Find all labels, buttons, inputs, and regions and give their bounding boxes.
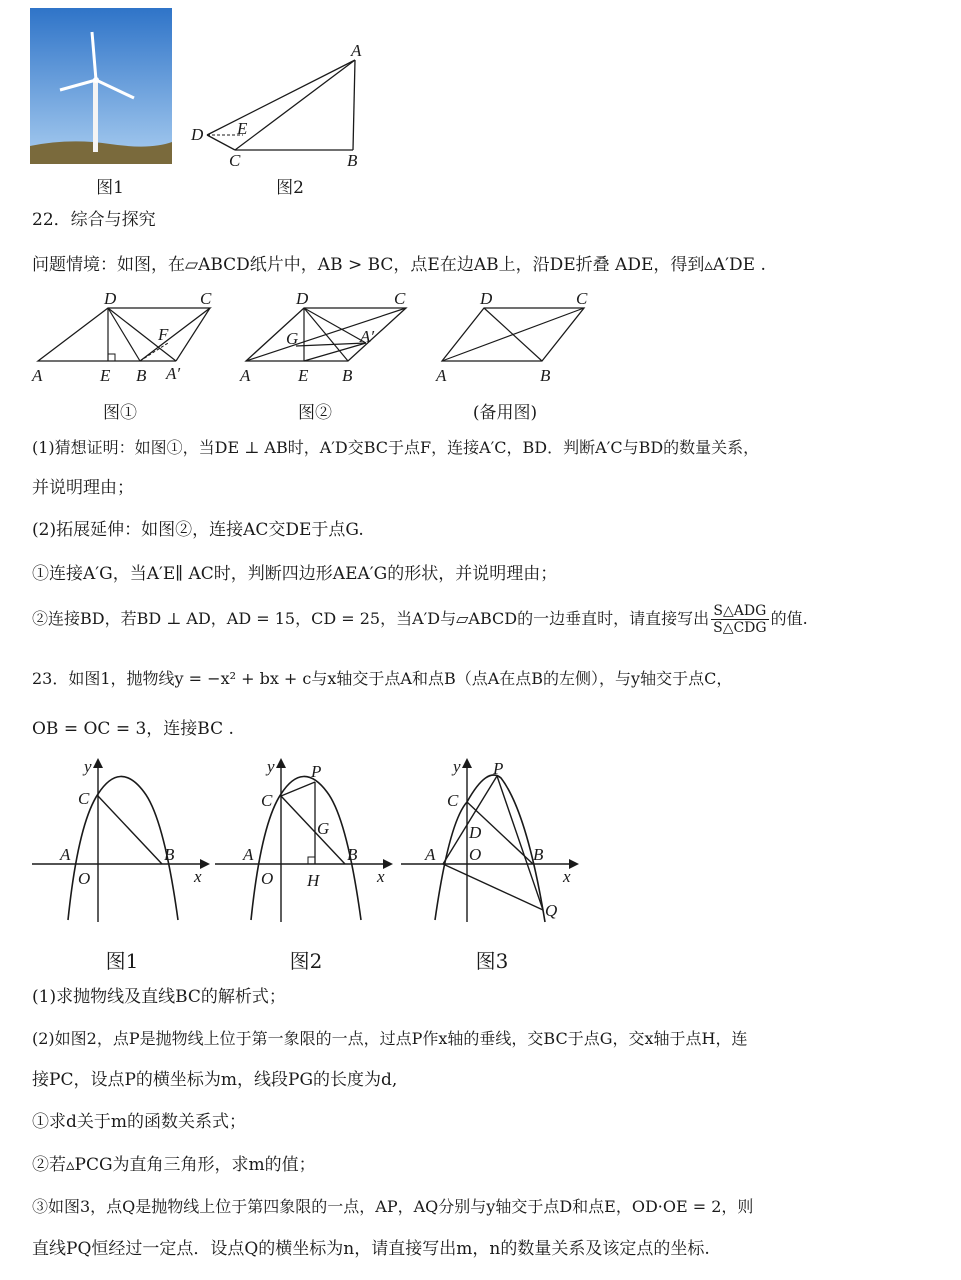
- svg-text:C: C: [200, 289, 212, 308]
- fig1-caption: 图1: [96, 178, 124, 198]
- q22-part2: (2)拓展延伸：如图②，连接AC交DE于点G.: [32, 520, 364, 540]
- q23-part2-2: ②若▵PCG为直角三角形，求m的值；: [32, 1155, 316, 1175]
- svg-text:A: A: [243, 845, 254, 864]
- q22-situation: 问题情境：如图，在▱ABCD纸片中，AB > BC，点E在边AB上，沿DE折叠 ADE，得到▵A′DE .: [32, 255, 766, 275]
- svg-text:D: D: [104, 289, 117, 308]
- q23-fig2-caption: 图2: [289, 949, 323, 973]
- svg-text:A′: A′: [360, 327, 375, 346]
- svg-text:B: B: [533, 845, 544, 864]
- area-ratio-fraction: [711, 603, 768, 636]
- svg-text:C: C: [394, 289, 406, 308]
- q22-fig1-caption: 图①: [103, 403, 137, 423]
- q22-part2-2: [32, 603, 808, 636]
- q22-part2-2-after: 的值.: [770, 609, 808, 628]
- svg-text:B: B: [164, 845, 175, 864]
- q22-figure-spare: [432, 288, 602, 388]
- svg-text:x: x: [377, 867, 385, 886]
- svg-text:F: F: [158, 325, 169, 344]
- svg-text:C: C: [447, 791, 459, 810]
- svg-text:B: B: [540, 366, 551, 385]
- q23-part1: (1)求抛物线及直线BC的解析式；: [32, 987, 286, 1007]
- q22-part1-line1: (1)猜想证明：如图①，当DE ⊥ AB时，A′D交BC于点F，连接A′C，BD．判断A′C与BD的数量关系，: [32, 438, 760, 457]
- fraction-denominator: S△CDG: [713, 620, 767, 636]
- label-E: E: [237, 119, 248, 138]
- q23-part2-line1: (2)如图2，点P是抛物线上位于第一象限的一点，过点P作x轴的垂线，交BC于点G，交x轴于点H，连: [32, 1029, 748, 1048]
- label-D: D: [191, 125, 204, 144]
- svg-text:y: y: [267, 757, 275, 776]
- label-C: C: [229, 151, 241, 170]
- svg-text:y: y: [84, 757, 92, 776]
- svg-text:H: H: [307, 871, 320, 890]
- q22-fig2-caption: 图②: [298, 403, 332, 423]
- svg-text:P: P: [493, 759, 504, 778]
- q22-part2-1: ①连接A′G，当A′E∥ AC时，判断四边形AEA′G的形状，并说明理由；: [32, 564, 558, 584]
- label-A: A: [351, 41, 362, 60]
- svg-text:x: x: [194, 867, 202, 886]
- svg-text:A: A: [425, 845, 436, 864]
- q22-part1-line2: 并说明理由；: [32, 478, 134, 498]
- q22-part2-2-before: ②连接BD，若BD ⊥ AD，AD = 15，CD = 25，当A′D与▱ABCD的一边垂直时，请直接写出: [32, 609, 710, 628]
- svg-text:B: B: [342, 366, 353, 385]
- q23-fig1-caption: 图1: [105, 949, 139, 973]
- svg-text:P: P: [311, 762, 322, 781]
- svg-text:A: A: [240, 366, 251, 385]
- q22-title: 22．综合与探究: [32, 210, 156, 230]
- svg-text:C: C: [261, 791, 273, 810]
- q23-part2-1: ①求d关于m的函数关系式；: [32, 1112, 247, 1132]
- svg-text:G: G: [286, 329, 299, 348]
- svg-text:x: x: [563, 867, 571, 886]
- q23-figure-1: [30, 752, 215, 927]
- wind-turbine-photo: [30, 8, 172, 164]
- q23-part2-3-line2: 直线PQ恒经过一定点．设点Q的横坐标为n，请直接写出m，n的数量关系及该定点的坐标.: [32, 1239, 710, 1259]
- q22-figure-1: [28, 288, 228, 388]
- fraction-numerator: S△ADG: [711, 603, 768, 620]
- svg-text:O: O: [78, 869, 91, 888]
- q23-figure-3: [397, 752, 587, 927]
- svg-text:D: D: [469, 823, 482, 842]
- q23-line1: 23．如图1，抛物线y = −x² + bx + c与x轴交于点A和点B（点A在点B的左侧），与y轴交于点C，: [32, 669, 733, 688]
- svg-text:E: E: [298, 366, 309, 385]
- svg-text:E: E: [100, 366, 111, 385]
- svg-text:O: O: [261, 869, 274, 888]
- svg-text:B: B: [136, 366, 147, 385]
- fig2-caption: 图2: [276, 178, 304, 198]
- svg-text:y: y: [453, 757, 461, 776]
- svg-text:B: B: [347, 845, 358, 864]
- svg-text:C: C: [576, 289, 588, 308]
- q23-line2: OB = OC = 3，连接BC .: [32, 719, 234, 739]
- figure-2-triangle: [185, 40, 375, 175]
- svg-text:C: C: [78, 789, 90, 808]
- svg-text:Q: Q: [545, 901, 558, 920]
- q23-figure-2: [213, 752, 398, 927]
- q23-part2-line2: 接PC，设点P的横坐标为m，线段PG的长度为d,: [32, 1070, 398, 1090]
- svg-text:A: A: [60, 845, 71, 864]
- q23-part2-3-line1: ③如图3，点Q是抛物线上位于第四象限的一点，AP，AQ分别与y轴交于点D和点E，OD·OE = 2，则: [32, 1197, 754, 1216]
- svg-text:D: D: [480, 289, 493, 308]
- svg-text:G: G: [317, 819, 330, 838]
- svg-text:A: A: [436, 366, 447, 385]
- q22-spare-caption: (备用图): [472, 403, 538, 423]
- svg-text:D: D: [296, 289, 309, 308]
- q22-figure-2: [236, 288, 426, 388]
- label-B: B: [347, 151, 358, 170]
- q23-fig3-caption: 图3: [475, 949, 509, 973]
- svg-text:O: O: [469, 845, 482, 864]
- svg-text:A′: A′: [166, 364, 181, 383]
- svg-text:A: A: [32, 366, 43, 385]
